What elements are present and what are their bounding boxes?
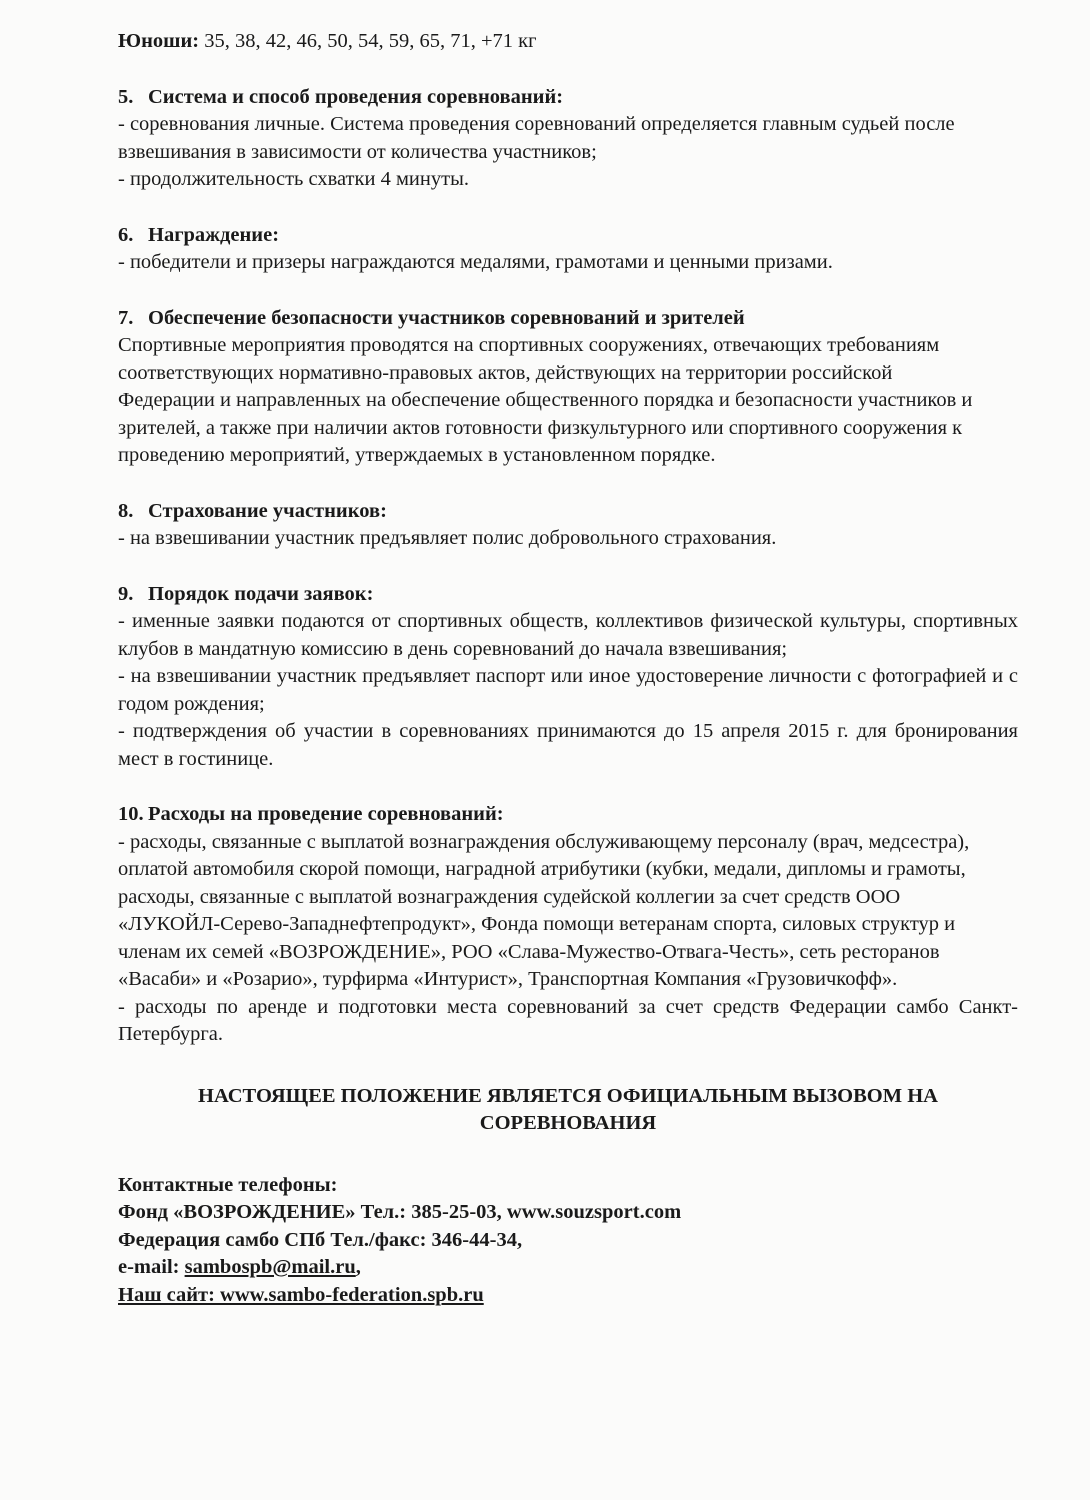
section-9	[118, 581, 1018, 774]
section-10	[118, 801, 1018, 1049]
section-5	[118, 84, 1018, 194]
section-title	[118, 84, 1018, 112]
section-line: - победители и призеры награждаются медалями, грамотами и ценными призами.	[118, 251, 833, 273]
section-title	[118, 305, 1018, 333]
contacts-email-line	[118, 1254, 1018, 1282]
section-line: - продолжительность схватки 4 минуты.	[118, 168, 469, 190]
email-suffix: ,	[355, 1256, 361, 1278]
contacts-heading: Контактные телефоны:	[118, 1173, 338, 1196]
section-line: - подтверждения об участии в соревнованиях принимаются до 15 апреля 2015 г. для бронирования мест в гостинице.	[118, 720, 1018, 770]
section-number: 6.	[118, 223, 134, 246]
section-7	[118, 305, 1018, 470]
section-number: 7.	[118, 306, 134, 329]
intro-weights: 35, 38, 42, 46, 50, 54, 59, 65, 71, +71 кг	[204, 30, 537, 52]
section-line: - соревнования личные. Система проведения соревнований определяется главным судьей после взвешивания в зависимости от количества участников;	[118, 113, 955, 163]
section-title	[118, 222, 1018, 250]
section-number: 5.	[118, 85, 134, 108]
section-number: 9.	[118, 582, 134, 605]
section-6	[118, 222, 1018, 277]
section-number: 10.	[118, 803, 144, 825]
contacts-fund: Фонд «ВОЗРОЖДЕНИЕ» Тел.: 385-25-03, www.souzsport.com	[118, 1201, 682, 1223]
section-line: - на взвешивании участник предъявляет полис добровольного страхования.	[118, 527, 777, 549]
section-title	[118, 581, 1018, 609]
section-title-text: Расходы на проведение соревнований:	[148, 803, 504, 825]
section-8	[118, 498, 1018, 553]
section-line: - расходы, связанные с выплатой вознаграждения обслуживающему персоналу (врач, медсестра), оплатой автомобиля скорой помощи, наградной атрибутики (кубки, медали, дипломы и грамоты, расходы, связанные с выплатой вознаграждения судейской коллегии за счет средств ООО «ЛУКОЙЛ-Серево-Западнефтепродукт», Фонда помощи ветеранам спорта, силовых структур и членам их семей «ВОЗРОЖДЕНИЕ», РОО «Слава-Мужество-Отвага-Честь», сеть ресторанов «Васаби» и «Розарио», турфирма «Интурист», Транспортная Компания «Грузовичкофф».	[118, 830, 970, 990]
site-link[interactable]: Наш сайт: www.sambo-federation.spb.ru	[118, 1283, 484, 1306]
section-title-text: Порядок подачи заявок:	[148, 582, 374, 605]
email-link[interactable]: sambospb@mail.ru	[184, 1256, 356, 1278]
section-title-text: Награждение:	[148, 223, 280, 246]
section-line: - именные заявки подаются от спортивных обществ, коллективов физической культуры, спортивных клубов в мандатную комиссию в день соревнований до начала взвешивания;	[118, 610, 1018, 660]
section-title-text: Обеспечение безопасности участников соревнований и зрителей	[148, 306, 745, 329]
document-page	[118, 28, 1018, 1309]
intro-line	[118, 28, 1018, 56]
official-call-title: НАСТОЯЩЕЕ ПОЛОЖЕНИЕ ЯВЛЯЕТСЯ ОФИЦИАЛЬНЫМ ВЫЗОВОМ НА СОРЕВНОВАНИЯ	[198, 1084, 938, 1134]
section-line: Спортивные мероприятия проводятся на спортивных сооружениях, отвечающих требованиям соответствующих нормативно-правовых актов, действующих на территории российской Федерации и направленных на обеспечение общественного порядка и безопасности участников и зрителей, а также при наличии актов готовности физкультурного или спортивного сооружения к проведению мероприятий, утверждаемых в установленном порядке.	[118, 334, 973, 466]
section-title	[118, 801, 1018, 829]
section-line: - на взвешивании участник предъявляет паспорт или иное удостоверение личности с фотографией и с годом рождения;	[118, 665, 1018, 715]
intro-label: Юноши:	[118, 30, 200, 52]
contacts-federation: Федерация самбо СПб Тел./факс: 346-44-34,	[118, 1228, 523, 1251]
email-label: e-mail:	[118, 1256, 185, 1278]
section-line: - расходы по аренде и подготовки места соревнований за счет средств Федерации самбо Санкт-Петербурга.	[118, 995, 1018, 1045]
section-title-text: Система и способ проведения соревнований:	[148, 85, 564, 108]
contacts-block	[118, 1172, 1018, 1310]
section-number: 8.	[118, 499, 134, 522]
section-title-text: Страхование участников:	[148, 499, 387, 522]
section-title	[118, 498, 1018, 526]
